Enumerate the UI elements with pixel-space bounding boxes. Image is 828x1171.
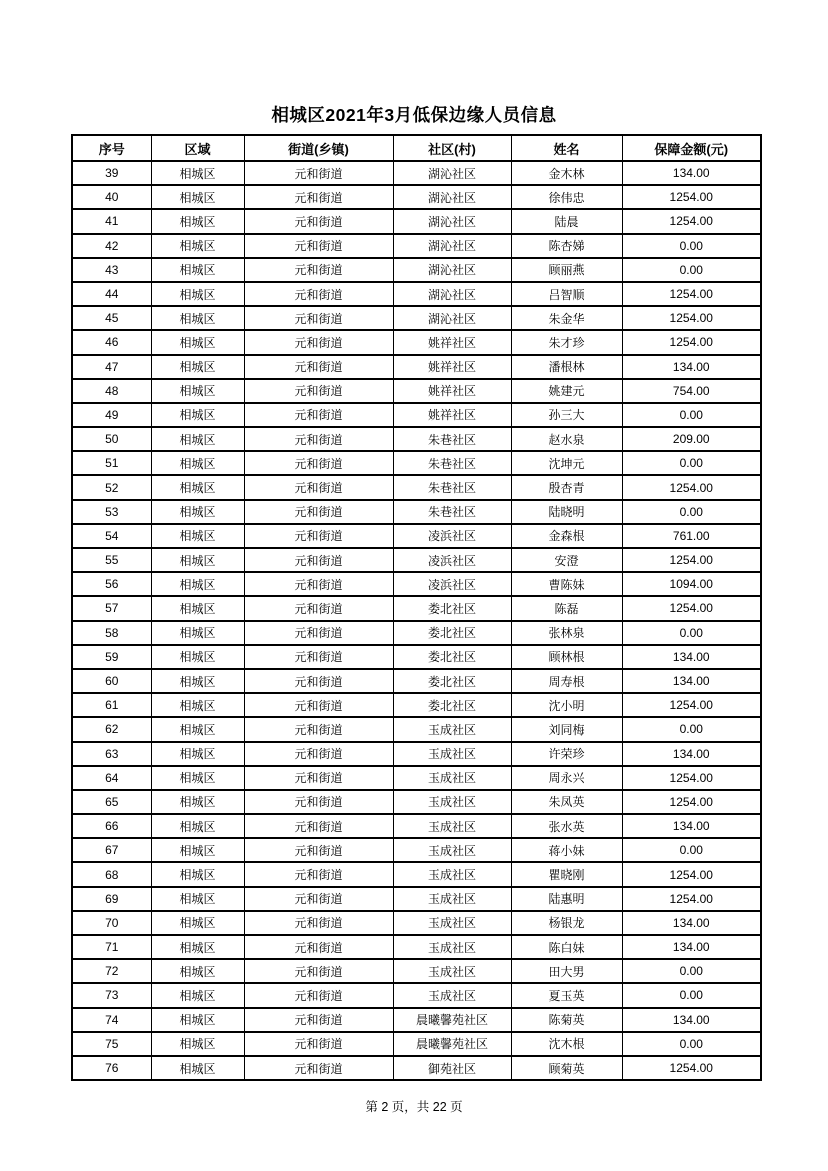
table-cell: 63 (72, 742, 151, 766)
table-cell: 玉成社区 (393, 742, 511, 766)
table-row (72, 959, 761, 983)
table-cell: 吕智顺 (511, 282, 622, 306)
table-row (72, 451, 761, 475)
table-cell: 朱巷社区 (393, 451, 511, 475)
table-cell: 1254.00 (622, 475, 761, 499)
table-cell: 元和街道 (244, 451, 393, 475)
table-cell: 相城区 (151, 234, 244, 258)
table-cell: 元和街道 (244, 572, 393, 596)
table-cell: 元和街道 (244, 330, 393, 354)
table-cell: 69 (72, 887, 151, 911)
table-cell: 元和街道 (244, 862, 393, 886)
table-cell: 0.00 (622, 621, 761, 645)
table-cell: 134.00 (622, 161, 761, 185)
column-header: 序号 (72, 135, 151, 161)
table-row (72, 621, 761, 645)
column-header: 姓名 (511, 135, 622, 161)
table-cell: 相城区 (151, 379, 244, 403)
table-cell: 周永兴 (511, 766, 622, 790)
table-cell: 陈菊英 (511, 1008, 622, 1032)
table-cell: 许荣珍 (511, 742, 622, 766)
table-cell: 玉成社区 (393, 887, 511, 911)
table-cell: 47 (72, 355, 151, 379)
table-cell: 48 (72, 379, 151, 403)
table-row (72, 669, 761, 693)
table-cell: 67 (72, 838, 151, 862)
table-cell: 相城区 (151, 911, 244, 935)
table-cell: 金森根 (511, 524, 622, 548)
table-cell: 曹陈妹 (511, 572, 622, 596)
table-cell: 元和街道 (244, 1056, 393, 1080)
table-cell: 1254.00 (622, 185, 761, 209)
table-cell: 沈小明 (511, 693, 622, 717)
table-cell: 元和街道 (244, 500, 393, 524)
table-cell: 安澄 (511, 548, 622, 572)
table-cell: 134.00 (622, 669, 761, 693)
table-cell: 相城区 (151, 959, 244, 983)
table-row (72, 645, 761, 669)
table-cell: 64 (72, 766, 151, 790)
table-cell: 134.00 (622, 911, 761, 935)
table-cell: 1254.00 (622, 766, 761, 790)
table-cell: 50 (72, 427, 151, 451)
table-cell: 0.00 (622, 838, 761, 862)
table-cell: 相城区 (151, 185, 244, 209)
table-cell: 57 (72, 596, 151, 620)
table-cell: 44 (72, 282, 151, 306)
table-cell: 赵水泉 (511, 427, 622, 451)
table-row (72, 838, 761, 862)
table-cell: 0.00 (622, 1032, 761, 1056)
table-cell: 朱才珍 (511, 330, 622, 354)
table-cell: 0.00 (622, 717, 761, 741)
table-cell: 49 (72, 403, 151, 427)
table-cell: 顾丽燕 (511, 258, 622, 282)
table-cell: 陆晓明 (511, 500, 622, 524)
table-cell: 湖沁社区 (393, 209, 511, 233)
table-cell: 元和街道 (244, 209, 393, 233)
table-cell: 相城区 (151, 475, 244, 499)
table-cell: 相城区 (151, 161, 244, 185)
table-cell: 相城区 (151, 838, 244, 862)
table-cell: 娄北社区 (393, 669, 511, 693)
table-cell: 元和街道 (244, 548, 393, 572)
table-cell: 元和街道 (244, 379, 393, 403)
table-cell: 金木林 (511, 161, 622, 185)
table-cell: 65 (72, 790, 151, 814)
table-row (72, 814, 761, 838)
table-cell: 0.00 (622, 258, 761, 282)
table-cell: 玉成社区 (393, 862, 511, 886)
column-header: 街道(乡镇) (244, 135, 393, 161)
table-row (72, 887, 761, 911)
table-cell: 134.00 (622, 814, 761, 838)
table-cell: 73 (72, 983, 151, 1007)
table-cell: 相城区 (151, 935, 244, 959)
table-cell: 1254.00 (622, 693, 761, 717)
table-cell: 凌浜社区 (393, 572, 511, 596)
table-row (72, 403, 761, 427)
table-cell: 134.00 (622, 645, 761, 669)
table-cell: 元和街道 (244, 645, 393, 669)
table-cell: 62 (72, 717, 151, 741)
table-cell: 湖沁社区 (393, 306, 511, 330)
table-cell: 元和街道 (244, 959, 393, 983)
table-cell: 39 (72, 161, 151, 185)
table-row (72, 911, 761, 935)
table-cell: 761.00 (622, 524, 761, 548)
table-cell: 玉成社区 (393, 790, 511, 814)
table-cell: 1254.00 (622, 887, 761, 911)
table-row (72, 524, 761, 548)
table-row (72, 983, 761, 1007)
table-cell: 相城区 (151, 1032, 244, 1056)
table-row (72, 790, 761, 814)
table-cell: 相城区 (151, 887, 244, 911)
table-cell: 66 (72, 814, 151, 838)
table-cell: 52 (72, 475, 151, 499)
table-cell: 杨银龙 (511, 911, 622, 935)
table-cell: 玉成社区 (393, 717, 511, 741)
table-cell: 凌浜社区 (393, 548, 511, 572)
table-cell: 0.00 (622, 959, 761, 983)
table-cell: 蒋小妹 (511, 838, 622, 862)
table-cell: 张水英 (511, 814, 622, 838)
table-cell: 相城区 (151, 669, 244, 693)
table-cell: 沈木根 (511, 1032, 622, 1056)
table-cell: 51 (72, 451, 151, 475)
table-cell: 陆惠明 (511, 887, 622, 911)
table-row (72, 475, 761, 499)
table-cell: 元和街道 (244, 911, 393, 935)
table-row (72, 209, 761, 233)
table-cell: 元和街道 (244, 814, 393, 838)
table-row (72, 161, 761, 185)
table-row (72, 1056, 761, 1080)
table-cell: 夏玉英 (511, 983, 622, 1007)
page-number: 第 2 页，共 22 页 (365, 1100, 463, 1114)
table-row (72, 427, 761, 451)
table-cell: 相城区 (151, 282, 244, 306)
table-cell: 瞿晓刚 (511, 862, 622, 886)
table-cell: 元和街道 (244, 935, 393, 959)
table-cell: 60 (72, 669, 151, 693)
table-cell: 1254.00 (622, 282, 761, 306)
table-cell: 相城区 (151, 862, 244, 886)
table-cell: 御苑社区 (393, 1056, 511, 1080)
table-cell: 45 (72, 306, 151, 330)
table-cell: 209.00 (622, 427, 761, 451)
table-cell: 相城区 (151, 524, 244, 548)
table-cell: 134.00 (622, 935, 761, 959)
table-cell: 陈磊 (511, 596, 622, 620)
table-cell: 40 (72, 185, 151, 209)
table-row (72, 185, 761, 209)
table-cell: 1254.00 (622, 548, 761, 572)
table-cell: 72 (72, 959, 151, 983)
table-row (72, 330, 761, 354)
table-cell: 元和街道 (244, 1008, 393, 1032)
table-cell: 元和街道 (244, 258, 393, 282)
table-header (72, 135, 761, 161)
table-row (72, 742, 761, 766)
table-cell: 娄北社区 (393, 693, 511, 717)
table-cell: 1254.00 (622, 306, 761, 330)
table-cell: 1254.00 (622, 596, 761, 620)
table-cell: 玉成社区 (393, 935, 511, 959)
table-cell: 46 (72, 330, 151, 354)
table-cell: 相城区 (151, 814, 244, 838)
table-cell: 相城区 (151, 355, 244, 379)
table-cell: 1254.00 (622, 1056, 761, 1080)
table-cell: 70 (72, 911, 151, 935)
table-row (72, 355, 761, 379)
table-cell: 相城区 (151, 330, 244, 354)
table-cell: 相城区 (151, 403, 244, 427)
table-cell: 元和街道 (244, 185, 393, 209)
table-cell: 朱巷社区 (393, 475, 511, 499)
table-row (72, 234, 761, 258)
table-cell: 玉成社区 (393, 838, 511, 862)
table-cell: 姚祥社区 (393, 330, 511, 354)
table-cell: 0.00 (622, 983, 761, 1007)
table-row (72, 548, 761, 572)
table-cell: 相城区 (151, 717, 244, 741)
table-cell: 殷杏青 (511, 475, 622, 499)
table-cell: 1094.00 (622, 572, 761, 596)
table-cell: 74 (72, 1008, 151, 1032)
table-row (72, 717, 761, 741)
table-cell: 姚祥社区 (393, 355, 511, 379)
table-cell: 湖沁社区 (393, 282, 511, 306)
table-row (72, 596, 761, 620)
table-row (72, 500, 761, 524)
table-row (72, 1008, 761, 1032)
table-cell: 张林泉 (511, 621, 622, 645)
table-cell: 顾菊英 (511, 1056, 622, 1080)
table-cell: 68 (72, 862, 151, 886)
table-cell: 59 (72, 645, 151, 669)
table-cell: 姚祥社区 (393, 403, 511, 427)
table-cell: 1254.00 (622, 209, 761, 233)
table-cell: 相城区 (151, 548, 244, 572)
table-row (72, 935, 761, 959)
table-cell: 相城区 (151, 596, 244, 620)
column-header: 社区(村) (393, 135, 511, 161)
table-row (72, 379, 761, 403)
table-cell: 元和街道 (244, 838, 393, 862)
table-cell: 潘根林 (511, 355, 622, 379)
table-cell: 玉成社区 (393, 766, 511, 790)
table-cell: 元和街道 (244, 234, 393, 258)
table-cell: 元和街道 (244, 355, 393, 379)
table-row (72, 282, 761, 306)
table-cell: 134.00 (622, 742, 761, 766)
table-cell: 元和街道 (244, 693, 393, 717)
table-cell: 姚建元 (511, 379, 622, 403)
table-cell: 元和街道 (244, 983, 393, 1007)
table-cell: 玉成社区 (393, 959, 511, 983)
table-cell: 元和街道 (244, 524, 393, 548)
table-cell: 相城区 (151, 983, 244, 1007)
table-cell: 相城区 (151, 621, 244, 645)
table-cell: 相城区 (151, 306, 244, 330)
table-cell: 56 (72, 572, 151, 596)
table-cell: 陈杏娣 (511, 234, 622, 258)
table-cell: 元和街道 (244, 427, 393, 451)
table-cell: 1254.00 (622, 790, 761, 814)
table-cell: 相城区 (151, 766, 244, 790)
table-row (72, 862, 761, 886)
table-cell: 元和街道 (244, 790, 393, 814)
header-row (72, 135, 761, 161)
table-cell: 晨曦馨苑社区 (393, 1008, 511, 1032)
table-cell: 娄北社区 (393, 596, 511, 620)
table-cell: 0.00 (622, 500, 761, 524)
table-cell: 陈白妹 (511, 935, 622, 959)
table-cell: 相城区 (151, 427, 244, 451)
table-row (72, 572, 761, 596)
table-cell: 凌浜社区 (393, 524, 511, 548)
table-row (72, 1032, 761, 1056)
table-cell: 元和街道 (244, 717, 393, 741)
table-cell: 元和街道 (244, 306, 393, 330)
table-cell: 元和街道 (244, 403, 393, 427)
table-cell: 玉成社区 (393, 814, 511, 838)
table-cell: 相城区 (151, 645, 244, 669)
table-cell: 刘同梅 (511, 717, 622, 741)
table-cell: 0.00 (622, 403, 761, 427)
table-cell: 71 (72, 935, 151, 959)
table-cell: 湖沁社区 (393, 258, 511, 282)
table-cell: 相城区 (151, 572, 244, 596)
table-cell: 相城区 (151, 209, 244, 233)
table-row (72, 258, 761, 282)
table-cell: 元和街道 (244, 887, 393, 911)
table-cell: 相城区 (151, 742, 244, 766)
table-cell: 61 (72, 693, 151, 717)
table-cell: 湖沁社区 (393, 161, 511, 185)
table-cell: 元和街道 (244, 161, 393, 185)
table-cell: 754.00 (622, 379, 761, 403)
table-cell: 134.00 (622, 355, 761, 379)
table-cell: 1254.00 (622, 862, 761, 886)
table-cell: 徐伟忠 (511, 185, 622, 209)
benefits-table (71, 134, 762, 1081)
table-cell: 76 (72, 1056, 151, 1080)
table-cell: 姚祥社区 (393, 379, 511, 403)
table-cell: 58 (72, 621, 151, 645)
table-cell: 元和街道 (244, 282, 393, 306)
table-cell: 相城区 (151, 693, 244, 717)
page-title: 相城区2021年3月低保边缘人员信息 (271, 105, 557, 125)
table-cell: 相城区 (151, 500, 244, 524)
table-cell: 42 (72, 234, 151, 258)
table-cell: 元和街道 (244, 669, 393, 693)
table-cell: 元和街道 (244, 621, 393, 645)
table-cell: 朱金华 (511, 306, 622, 330)
table-cell: 相城区 (151, 1008, 244, 1032)
table-cell: 顾林根 (511, 645, 622, 669)
table-cell: 相城区 (151, 790, 244, 814)
table-row (72, 306, 761, 330)
column-header: 保障金额(元) (622, 135, 761, 161)
table-cell: 玉成社区 (393, 911, 511, 935)
table-cell: 沈坤元 (511, 451, 622, 475)
table-cell: 55 (72, 548, 151, 572)
table-cell: 元和街道 (244, 596, 393, 620)
table-cell: 娄北社区 (393, 621, 511, 645)
table-cell: 53 (72, 500, 151, 524)
table-cell: 43 (72, 258, 151, 282)
table-cell: 玉成社区 (393, 983, 511, 1007)
table-cell: 晨曦馨苑社区 (393, 1032, 511, 1056)
table-row (72, 693, 761, 717)
table-row (72, 766, 761, 790)
table-cell: 0.00 (622, 234, 761, 258)
table-cell: 娄北社区 (393, 645, 511, 669)
table-cell: 1254.00 (622, 330, 761, 354)
table-cell: 湖沁社区 (393, 185, 511, 209)
table-cell: 陆晨 (511, 209, 622, 233)
table-cell: 元和街道 (244, 475, 393, 499)
table-cell: 41 (72, 209, 151, 233)
table-cell: 周寿根 (511, 669, 622, 693)
column-header: 区域 (151, 135, 244, 161)
table-cell: 朱巷社区 (393, 500, 511, 524)
table-cell: 元和街道 (244, 1032, 393, 1056)
table-cell: 75 (72, 1032, 151, 1056)
table-cell: 孙三大 (511, 403, 622, 427)
table-body (72, 161, 761, 1080)
table-cell: 相城区 (151, 451, 244, 475)
table-cell: 元和街道 (244, 742, 393, 766)
table-cell: 0.00 (622, 451, 761, 475)
table-cell: 朱凤英 (511, 790, 622, 814)
table-cell: 相城区 (151, 258, 244, 282)
table-cell: 田大男 (511, 959, 622, 983)
table-cell: 湖沁社区 (393, 234, 511, 258)
table-cell: 54 (72, 524, 151, 548)
table-cell: 134.00 (622, 1008, 761, 1032)
table-cell: 相城区 (151, 1056, 244, 1080)
table-cell: 朱巷社区 (393, 427, 511, 451)
table-cell: 元和街道 (244, 766, 393, 790)
